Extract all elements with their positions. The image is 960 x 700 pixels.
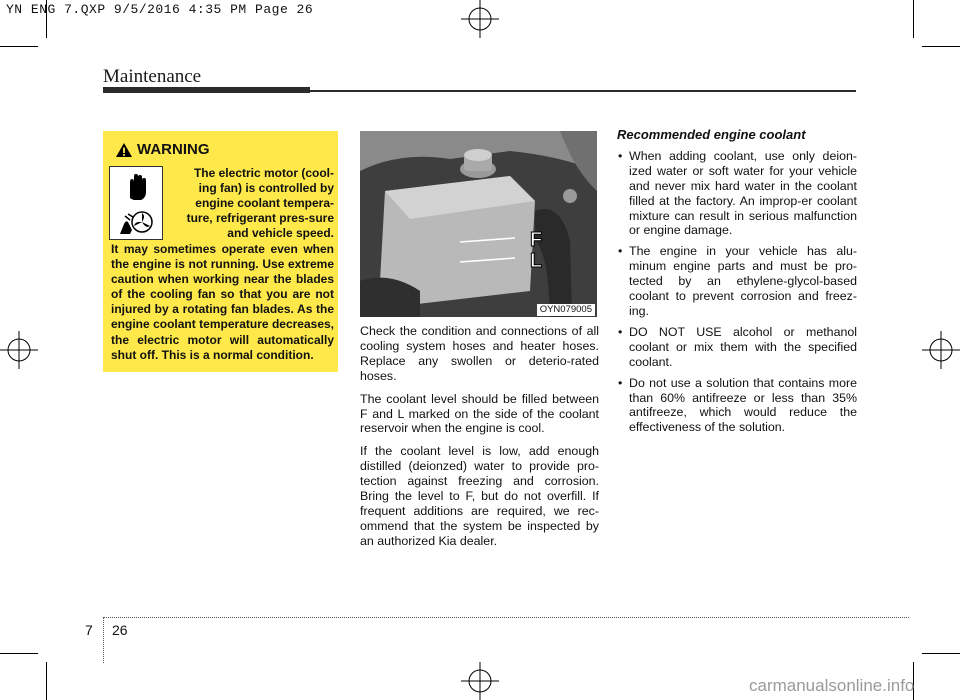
registration-mark-top-icon bbox=[461, 0, 499, 38]
fan-hazard-icon bbox=[110, 204, 162, 240]
warning-heading-text: WARNING bbox=[137, 141, 210, 158]
section-heading: Recommended engine coolant bbox=[617, 127, 806, 142]
registration-mark-bottom-icon bbox=[461, 662, 499, 700]
warning-body-text: It may sometimes operate even when the engine is not running. Use extreme caution when working near the blades of the cooling fan so that you are not injured by a rotating fan blades. As the engine coolant temperature decreases, the electric motor will automatically shut off. This is a normal condition. bbox=[111, 242, 334, 362]
figure-label-full: F bbox=[530, 229, 543, 251]
registration-mark-right-icon bbox=[922, 331, 960, 369]
list-item: • DO NOT USE alcohol or methanol coolant or mix them with the specified coolant. bbox=[617, 325, 857, 370]
coolant-check-text bbox=[360, 324, 599, 557]
chapter-number: 7 bbox=[85, 622, 93, 638]
footer-separator bbox=[103, 617, 104, 663]
list-item: • The engine in your vehicle has alu-minum engine parts and must be pro-tected by an ethylene-glycol-based coolant to prevent corrosion and freez-ing. bbox=[617, 244, 857, 319]
coolant-reservoir-illustration bbox=[360, 131, 597, 317]
figure-code: OYN079005 bbox=[537, 304, 595, 316]
paragraph: Check the condition and connections of all cooling system hoses and heater hoses. Replace any swollen or deterio-rated hoses. bbox=[360, 324, 599, 383]
warning-triangle-icon bbox=[115, 142, 133, 158]
list-item: • Do not use a solution that contains more than 60% antifreeze or less than 35% antifreeze, which would reduce the effectiveness of the solution. bbox=[617, 376, 857, 436]
hand-stop-icon bbox=[110, 168, 162, 204]
warning-box bbox=[103, 131, 338, 372]
warning-intro-text: The electric motor (cool-ing fan) is controlled by engine coolant tempera-ture, refrigerant pres-sure and vehicle speed. bbox=[186, 166, 334, 241]
warning-heading bbox=[115, 141, 210, 158]
coolant-reservoir-photo bbox=[360, 131, 597, 317]
paragraph: The coolant level should be filled between F and L marked on the side of the coolant reservoir when the engine is cool. bbox=[360, 391, 599, 436]
footer-rule bbox=[103, 617, 909, 618]
title-rule-thin bbox=[310, 90, 856, 92]
warning-pictograms bbox=[109, 166, 163, 240]
recommended-coolant-section bbox=[617, 128, 857, 441]
watermark: carmanualsonline.info bbox=[749, 676, 915, 695]
section-title: Maintenance bbox=[103, 66, 202, 87]
list-item: • When adding coolant, use only deion-ized water or soft water for your vehicle and never mix hard water in the coolant filled at the factory. An improp-er coolant mixture can result in serious malfunction or engine damage. bbox=[617, 149, 857, 238]
page-number: 26 bbox=[112, 622, 128, 638]
paragraph: If the coolant level is low, add enough distilled (deionzed) water to provide pro-tection against freezing and corrosion. Bring the level to F, but do not overfill. If frequent additions are required, we rec-ommend that the system be inspected by an authorized Kia dealer. bbox=[360, 444, 599, 548]
registration-mark-left-icon bbox=[0, 331, 38, 369]
title-rule-thick bbox=[103, 87, 310, 93]
print-slug: YN ENG 7.QXP 9/5/2016 4:35 PM Page 26 bbox=[6, 2, 314, 17]
coolant-bullet-list bbox=[617, 149, 857, 435]
figure-label-low: L bbox=[530, 250, 543, 272]
